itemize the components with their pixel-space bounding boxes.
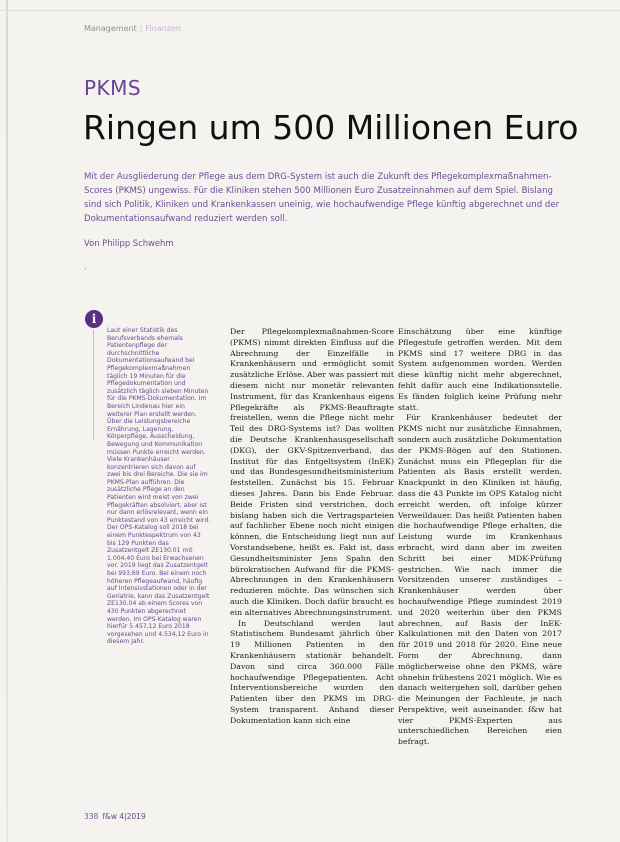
body-paragraph: In Deutschland werden laut Statistischem Bundesamt jährlich über 19 Millionen Patienten in den Krankenhäusern stationär behandelt. Davon sind circa 360.000 Fälle hochaufwendige Pflegepatienten. Acht Interventionsbereiche wurden den Patienten über den PKMS im DRG-System transparent. Anhand dieser Dokumentation kann sich eine bbox=[230, 618, 394, 725]
page-footer bbox=[84, 812, 146, 821]
page-edge-shadow bbox=[6, 0, 8, 842]
byline-dot: · bbox=[84, 265, 87, 274]
top-rule bbox=[0, 10, 620, 11]
section-header bbox=[84, 24, 181, 33]
info-divider bbox=[93, 330, 94, 440]
body-column-1 bbox=[230, 327, 394, 726]
page-number: 338 bbox=[84, 812, 99, 821]
article-title: Ringen um 500 Millionen Euro bbox=[83, 108, 579, 147]
body-paragraph: Der Pflegekomplexmaßnahmen-Score (PKMS) nimmt direkten Einfluss auf die Abrechnung der Einzelfälle in Krankenhäusern und ermöglicht somit zusätzliche Erlöse. Aber was passiert mit diesem nicht nur monetär relevanten Instrument, für das Krankenhaus eigens Pflegekräfte als PKMS-Beauftragte freistellen, wenn die Pflege nicht mehr Teil des DRG-Systems ist? Das wollten die Deutsche Krankenhausgesellschaft (DKG), der GKV-Spitzenverband, das Institut für das Entgeltsystem (InEK) und das Bundesgesundheitsministerium feststellen. Zunächst bis 15. Februar dieses Jahres. Dann bis Ende Februar. Beide Fristen sind verstrichen, doch bislang haben sich die Vertragsparteien auf fachlicher Ebene noch nicht einigen können, die Entscheidung liegt nun auf Vorstandsebene, heißt es. Fakt ist, dass Gesundheitsminister Jens Spahn den bürokratischen Aufwand für die PKMS-Abrechnungen in den Krankenhäusern reduzieren möchte. Das wünschen sich auch die Kliniken. Doch dafür braucht es ein alternatives Abrechnungsinstrument. bbox=[230, 327, 394, 617]
article-kicker: PKMS bbox=[84, 76, 142, 100]
section-separator: | bbox=[139, 24, 143, 33]
issue-label: f&w 4|2019 bbox=[102, 812, 146, 821]
article-lead: Mit der Ausgliederung der Pflege aus dem DRG-System ist auch die Zukunft des Pflegekomplexmaßnahmen-Scores (PKMS) ungewiss. Für die Kliniken stehen 500 Millionen Euro Zusatzeinnahmen auf dem Spiel. Bislang sind sich Politik, Kliniken und Krankenkassen uneinig, wie hochaufwendige Pflege künftig abgerechnet und der Dokumentationsaufwand reduziert werden soll. bbox=[84, 172, 560, 224]
info-sidebar-text: Laut einer Statistik des Berufsverbands ehemals Patientenpflege der durchschnittliche Dokumentationsaufwand bei Pflegekomplexmaßnahmen täglich 19 Minuten für die Pflegedokumentation und zusätzlich täglich sieben Minuten für die PKMS-Dokumentation. Im Bereich Lindenau hier ein weiterer Plan erstellt werden. Über die Leistungsbereiche Ernährung, Lagerung, Körperpflege, Ausscheidung, Bewegung und Kommunikation müssen Punkte erreicht werden. Viele Krankenhäuser konzentrieren sich davon auf zwei bis drei Bereiche. Die sie im PKMS-Plan aufführen. Die zusätzliche Pflege an den Patienten wird meist von zwei Pflegekräften absolviert, aber ist nur dann erlösrelevant, wenn ein Punktestand von 43 erreicht wird. Der OPS-Katalog soll 2018 bei einem Punktespektrum von 43 bis 129 Punkten das Zusatzentgelt ZE130.01 mit 1.004,40 Euro bei Erwachsenen vor. 2019 liegt das Zusatzentgelt bei 993,69 Euro. Bei einem noch höheren Pflegeaufwand, häufig auf Intensivstationen oder in der Geriatrie, kann das Zusatzentgelt ZE130.04 ab einem Scores von 430 Punkten abgerechnet werden. Im OPS-Katalog waren hierfür 5.457,12 Euro 2018 vorgesehen und 4.534,12 Euro in diesem Jahr. bbox=[107, 327, 211, 646]
body-column-2 bbox=[398, 327, 562, 748]
info-icon: i bbox=[85, 310, 103, 328]
article-byline: Von Philipp Schwehm bbox=[84, 238, 174, 248]
section-label: Management bbox=[84, 24, 137, 33]
body-paragraph: Einschätzung über eine künftige Pflegestufe getroffen werden. Mit dem PKMS sind 17 weitere DRG in das System aufgenommen worden. Werden diese künftig nicht mehr abgerechnet, fehlt dafür auch eine Indikationsstelle. Es fänden folglich keine Prüfung mehr statt. bbox=[398, 327, 562, 412]
body-paragraph: Für Krankenhäuser bedeutet der PKMS nicht nur zusätzliche Einnahmen, sondern auch zusätzliche Dokumentation der PKMS-Bögen auf den Stationen. Zunächst muss ein Pflegeplan für die Patienten als Basis erstellt werden. Knackpunkt in den Kliniken ist häufig, dass die 43 Punkte im OPS Katalog nicht erreicht werden, oft infolge kürzer Verweildauer. Das heißt Patienten haben die hochaufwendige Pflege erhalten, die Leistung wurde im Krankenhaus erbracht, wird dann aber im zweiten Schritt bei einer MDK-Prüfung gestrichen. Wie nach immer die Vorsitzenden unserer zuständiges – Krankenhäuser werden über hochaufwendige Pflege zumindest 2019 und 2020 weiterhin über den PKMS abrechnen, auf Basis der InEK-Kalkulationen mit den Daten von 2017 für 2019 und 2018 für 2020. Eine neue Form der Abrechnung, dann möglicherweise ohne den PKMS, wäre ohnehin frühestens 2021 möglich. Wie es danach weitergehen soll, darüber gehen die Meinungen der Fachleute, je nach Perspektive, weit auseinander. f&w hat vier PKMS-Experten aus unterschiedlichen Bereichen eien befragt. bbox=[398, 413, 562, 747]
subsection-label: Finanzen bbox=[145, 24, 181, 33]
